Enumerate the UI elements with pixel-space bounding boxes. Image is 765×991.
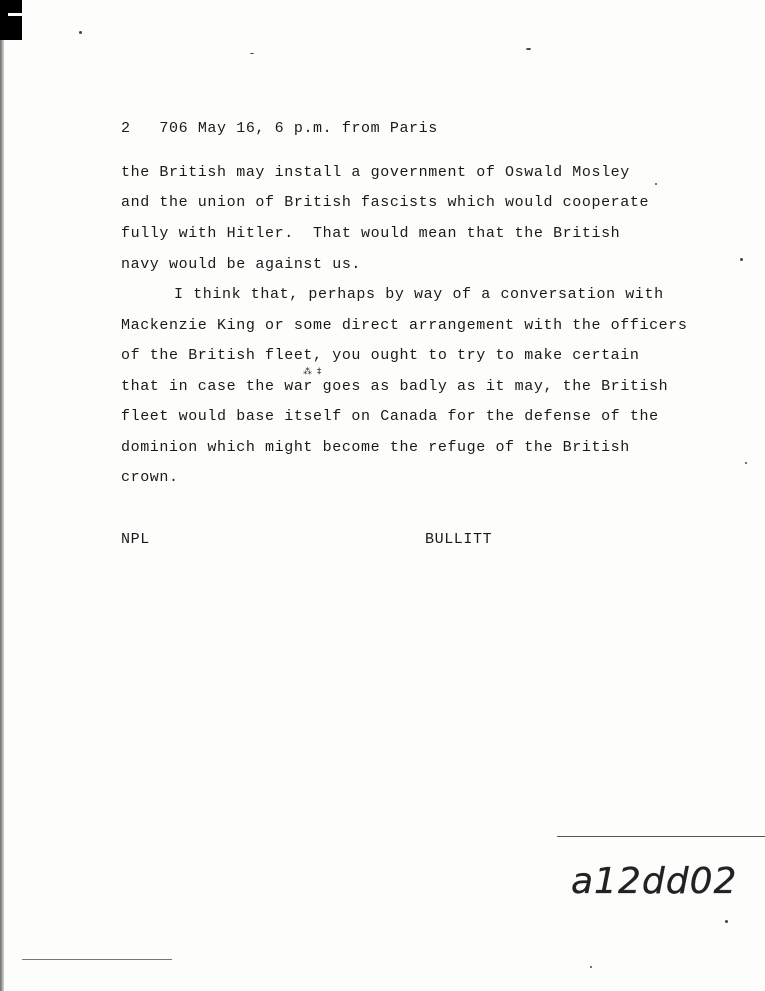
body-line: Mackenzie King or some direct arrangement with the officers bbox=[121, 317, 688, 334]
scan-speck bbox=[655, 183, 657, 185]
corner-registration-mark bbox=[0, 0, 22, 40]
body-line: navy would be against us. bbox=[121, 256, 362, 273]
telegram-reference: 706 May 16, 6 p.m. from Paris bbox=[159, 120, 438, 137]
scan-speck bbox=[79, 31, 82, 34]
handwritten-document-id bbox=[567, 853, 737, 903]
scan-speck bbox=[745, 462, 747, 464]
page-header bbox=[121, 120, 438, 138]
body-line: that in case the war goes as badly as it may, the British bbox=[121, 378, 669, 395]
scan-speck bbox=[250, 53, 254, 54]
body-line: dominion which might become the refuge of the British bbox=[121, 439, 630, 456]
handwritten-insertion-mark: ⁂ ‡ bbox=[303, 367, 323, 377]
scan-speck bbox=[725, 920, 728, 923]
body-line: fully with Hitler. That would mean that the British bbox=[121, 225, 621, 242]
scan-edge bbox=[0, 0, 4, 991]
page-number: 2 bbox=[121, 120, 131, 137]
body-line: I think that, perhaps by way of a conversation with bbox=[174, 286, 664, 303]
body-line: of the British fleet, you ought to try to make certain bbox=[121, 347, 640, 364]
signature-left: NPL bbox=[121, 531, 150, 548]
scan-speck bbox=[740, 258, 743, 261]
body-line: crown. bbox=[121, 469, 179, 486]
body-line: fleet would base itself on Canada for the defense of the bbox=[121, 408, 659, 425]
scan-artifact-line bbox=[22, 959, 172, 960]
scan-speck bbox=[590, 966, 592, 968]
body-line: and the union of British fascists which would cooperate bbox=[121, 194, 650, 211]
horizontal-rule bbox=[557, 836, 765, 837]
body-line: the British may install a government of Oswald Mosley bbox=[121, 164, 630, 181]
signature-right: BULLITT bbox=[425, 531, 493, 548]
scan-speck bbox=[526, 48, 531, 50]
svg-text:a12dd02: a12dd02 bbox=[571, 861, 737, 902]
